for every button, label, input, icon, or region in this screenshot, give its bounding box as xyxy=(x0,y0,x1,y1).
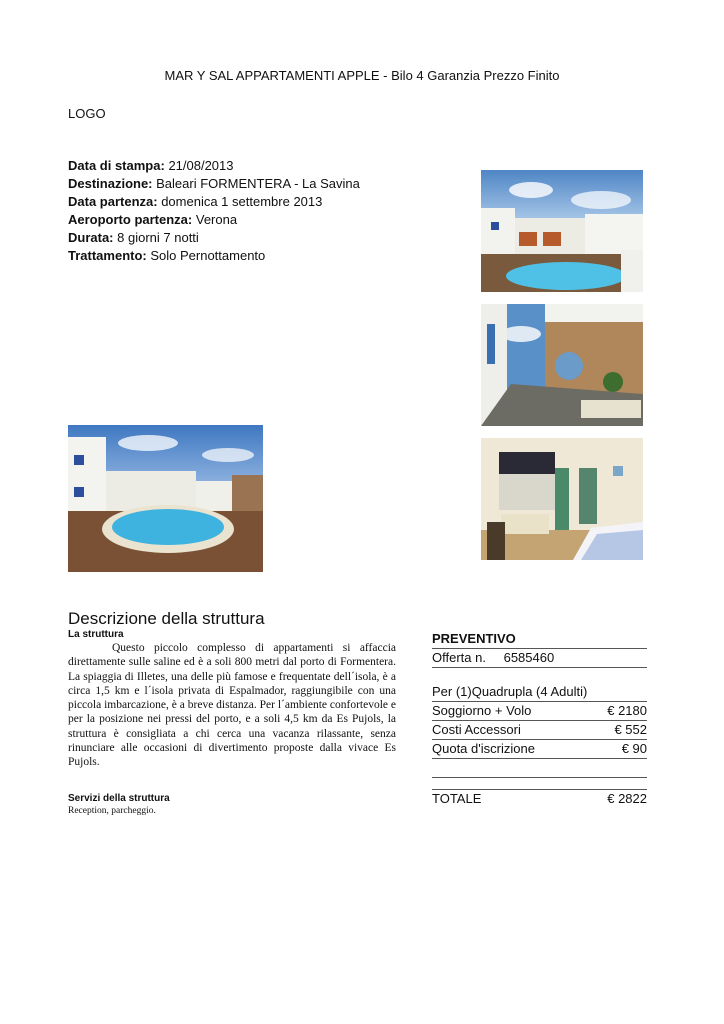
offer-label: Offerta n. xyxy=(432,650,486,665)
info-value: 8 giorni 7 notti xyxy=(117,230,199,245)
preventivo-title: PREVENTIVO xyxy=(432,631,516,646)
info-label: Data partenza: xyxy=(68,194,158,209)
cost-label: Quota d'iscrizione xyxy=(432,741,535,756)
cost-label: Soggiorno + Volo xyxy=(432,703,532,718)
room-label: Per (1)Quadrupla (4 Adulti) xyxy=(432,684,588,699)
empty-row xyxy=(432,759,647,778)
description-subtitle: La struttura xyxy=(68,629,124,640)
document-header: MAR Y SAL APPARTAMENTI APPLE - Bilo 4 Garanzia Prezzo Finito xyxy=(164,68,560,83)
info-row-duration xyxy=(68,229,360,247)
info-row-departure-date xyxy=(68,193,360,211)
hotel-photo-pool-main xyxy=(68,425,263,572)
info-label: Destinazione: xyxy=(68,176,153,191)
trip-info xyxy=(68,157,360,265)
total-line xyxy=(432,790,647,808)
info-label: Trattamento: xyxy=(68,248,147,263)
description-text: Questo piccolo complesso di appartamenti si affaccia direttamente sulle saline ed è a soli 800 metri dal porto di Formentera. La spiaggia di Illetes, una delle più famose e frequentate dell´isola, è a circa 1,5 km e l´isola privata di Espalmador, raggiungibile con una piccola imbarcazione, è a breve distanza. Per l´ambiente confortevole e per la posizione nei pressi del porto, e a soli 4,5 km da Es Pujols, la struttura è consigliata a chi cerca una vacanza rilassante, senza rinunciare alle occasioni di divertimento proposte dalla vivace Es Pujols. xyxy=(68,642,396,769)
offer-info xyxy=(432,649,554,667)
cost-value: € 2180 xyxy=(607,703,647,718)
cost-label: Costi Accessori xyxy=(432,722,521,737)
total-label: TOTALE xyxy=(432,791,482,806)
info-value: Baleari FORMENTERA - La Savina xyxy=(156,176,360,191)
info-value: domenica 1 settembre 2013 xyxy=(161,194,323,209)
info-row-print-date xyxy=(68,157,360,175)
hotel-photo-courtyard xyxy=(481,304,643,426)
offer-number: 6585460 xyxy=(503,650,555,665)
cost-row xyxy=(432,702,647,721)
info-label: Durata: xyxy=(68,230,114,245)
preventivo-title-row xyxy=(432,630,647,649)
preventivo-panel xyxy=(432,630,647,668)
cost-row xyxy=(432,740,647,759)
info-row-airport xyxy=(68,211,360,229)
services-text: Reception, parcheggio. xyxy=(68,806,156,816)
cost-row xyxy=(432,721,647,740)
info-value: Solo Pernottamento xyxy=(150,248,266,263)
info-value: Verona xyxy=(195,212,238,227)
info-row-treatment xyxy=(68,247,360,265)
services-title: Servizi della struttura xyxy=(68,793,170,804)
total-row xyxy=(432,790,647,808)
total-value: € 2822 xyxy=(607,791,647,806)
description-title: Descrizione della struttura xyxy=(68,609,265,628)
hotel-photo-pool-top xyxy=(481,170,643,292)
info-label: Data di stampa: xyxy=(68,158,165,173)
info-row-destination xyxy=(68,175,360,193)
preventivo-costs xyxy=(432,683,647,778)
info-label: Aeroporto partenza: xyxy=(68,212,193,227)
logo-placeholder: LOGO xyxy=(68,106,106,121)
info-value: 21/08/2013 xyxy=(168,158,234,173)
offer-row xyxy=(432,649,647,668)
room-row xyxy=(432,683,647,702)
cost-value: € 90 xyxy=(621,741,647,756)
cost-value: € 552 xyxy=(614,722,647,737)
hotel-photo-interior xyxy=(481,438,643,560)
